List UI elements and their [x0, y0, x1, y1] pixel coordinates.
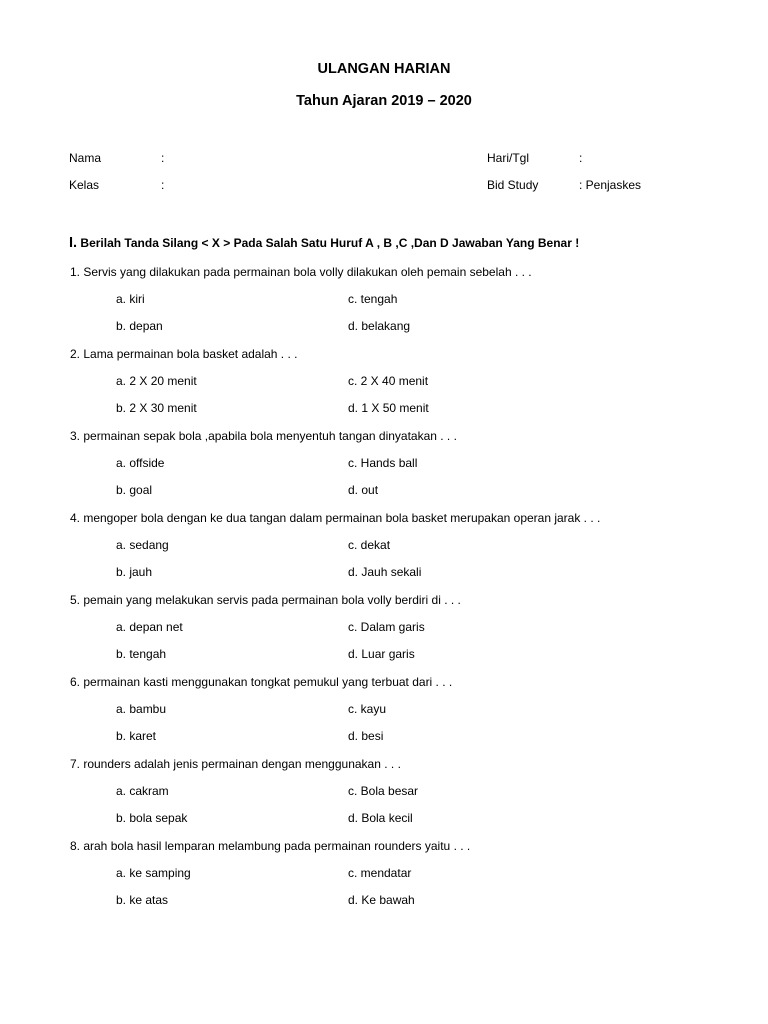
option-b: b. goal — [116, 483, 153, 497]
option-c: c. mendatar — [348, 866, 412, 880]
option-d: d. Jauh sekali — [348, 565, 422, 579]
question-text: 1. Servis yang dilakukan pada permainan bola volly dilakukan oleh pemain sebelah . . . — [70, 265, 532, 279]
nama-label: Nama — [69, 151, 102, 165]
option-d: d. Ke bawah — [348, 893, 415, 907]
option-b: b. jauh — [116, 565, 153, 579]
option-c: c. tengah — [348, 292, 398, 306]
option-d: d. belakang — [348, 319, 411, 333]
option-d: d. Bola kecil — [348, 811, 413, 825]
option-b: b. 2 X 30 menit — [116, 401, 197, 415]
option-d: d. Luar garis — [348, 647, 415, 661]
option-c: c. dekat — [348, 538, 391, 552]
page-subtitle: Tahun Ajaran 2019 – 2020 — [296, 93, 472, 109]
question-text: 5. pemain yang melakukan servis pada permainan bola volly berdiri di . . . — [70, 593, 461, 607]
instruction — [69, 235, 579, 251]
option-b: b. depan — [116, 319, 163, 333]
option-c: c. Hands ball — [348, 456, 418, 470]
haritgl-label: Hari/Tgl — [487, 151, 530, 165]
option-a: a. sedang — [116, 538, 169, 552]
option-b: b. bola sepak — [116, 811, 188, 825]
instruction-text: Berilah Tanda Silang < X > Pada Salah Satu Huruf A , B ,C ,Dan D Jawaban Yang Benar ! — [80, 236, 580, 250]
bidstudy-label: Bid Study — [487, 178, 539, 192]
haritgl-colon: : — [579, 151, 583, 165]
bidstudy-value: : Penjaskes — [579, 178, 642, 192]
question-text: 2. Lama permainan bola basket adalah . . . — [70, 347, 298, 361]
question-text: 4. mengoper bola dengan ke dua tangan dalam permainan bola basket merupakan operan jarak . . . — [70, 511, 601, 525]
option-d: d. out — [348, 483, 379, 497]
page-title: ULANGAN HARIAN — [317, 61, 451, 77]
kelas-label: Kelas — [69, 178, 100, 192]
option-d: d. besi — [348, 729, 384, 743]
option-a: a. 2 X 20 menit — [116, 374, 197, 388]
option-b: b. tengah — [116, 647, 167, 661]
option-a: a. offside — [116, 456, 165, 470]
option-a: a. depan net — [116, 620, 183, 634]
option-c: c. 2 X 40 menit — [348, 374, 429, 388]
option-a: a. bambu — [116, 702, 167, 716]
question-text: 3. permainan sepak bola ,apabila bola menyentuh tangan dinyatakan . . . — [70, 429, 457, 443]
option-a: a. kiri — [116, 292, 145, 306]
question-text: 6. permainan kasti menggunakan tongkat pemukul yang terbuat dari . . . — [70, 675, 453, 689]
option-a: a. cakram — [116, 784, 169, 798]
option-c: c. kayu — [348, 702, 387, 716]
option-c: c. Dalam garis — [348, 620, 425, 634]
question-text: 8. arah bola hasil lemparan melambung pada permainan rounders yaitu . . . — [70, 839, 471, 853]
option-d: d. 1 X 50 menit — [348, 401, 429, 415]
option-c: c. Bola besar — [348, 784, 419, 798]
option-a: a. ke samping — [116, 866, 191, 880]
option-b: b. karet — [116, 729, 157, 743]
instruction-number: I. — [69, 235, 78, 251]
kelas-colon: : — [161, 178, 165, 192]
nama-colon: : — [161, 151, 165, 165]
option-b: b. ke atas — [116, 893, 169, 907]
question-text: 7. rounders adalah jenis permainan dengan menggunakan . . . — [70, 757, 401, 771]
